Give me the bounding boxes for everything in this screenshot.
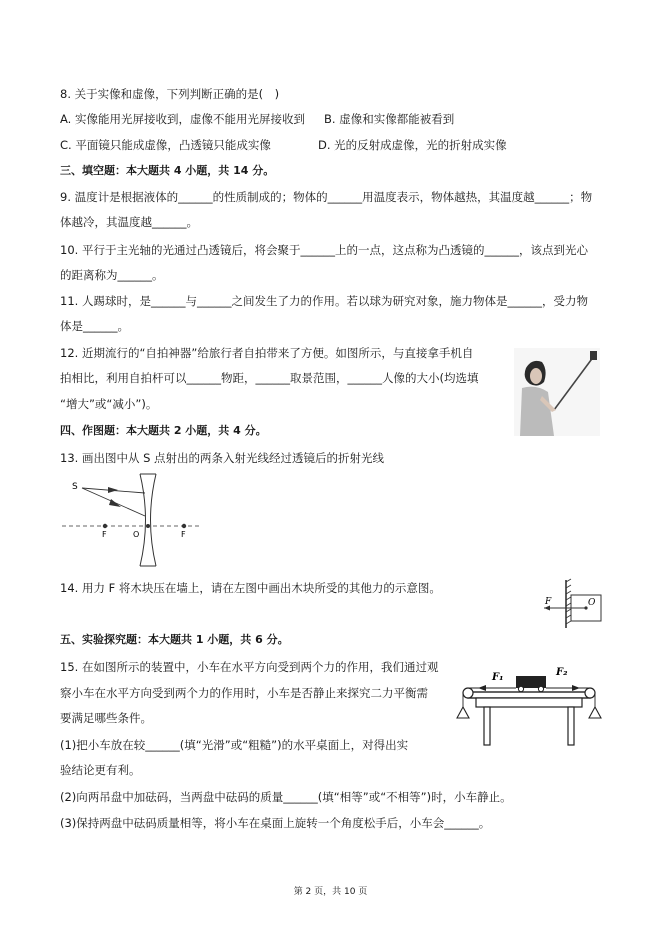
lens-right-surface	[151, 474, 157, 566]
two-force-balance-apparatus	[456, 660, 602, 748]
block-wall-diagram	[540, 578, 606, 630]
q15-line-4: (1)把小车放在较______(填“光滑”或“粗糙”)的水平桌面上，对得出实	[60, 738, 409, 752]
q10-line-1: 10. 平行于主光轴的光通过凸透镜后，将会聚于______上的一点，这点称为凸透镜的______，该点到光心	[60, 243, 588, 257]
tabletop	[468, 692, 590, 698]
q15-line-7: (3)保持两盘中砝码质量相等，将小车在桌面上旋转一个角度松手后，小车会______。	[60, 816, 491, 830]
q13-stem: 13. 画出图中从 S 点射出的两条入射光线经过透镜后的折射光线	[60, 451, 385, 465]
right-weight-pan	[589, 707, 601, 718]
label-f-right: F	[181, 530, 186, 539]
q12-line-1: 12. 近期流行的“自拍神器”给旅行者自拍带来了方便。如图所示，与直接拿手机自	[60, 346, 474, 360]
label-o: O	[133, 530, 140, 539]
label-force-f: F	[545, 597, 552, 607]
label-f2: F₂	[556, 667, 568, 678]
label-s: S	[72, 482, 78, 492]
q15-line-5: 验结论更有利。	[60, 763, 141, 777]
q8-stem: 8. 关于实像和虚像，下列判断正确的是( )	[60, 87, 280, 101]
q15-line-6: (2)向两吊盘中加砝码，当两盘中砝码的质量______(填“相等”或“不相等”)时，小车静止。	[60, 790, 512, 804]
q15-line-3: 要满足哪些条件。	[60, 711, 152, 725]
q9-line-2: 体越冷，其温度越______。	[60, 215, 198, 229]
section-5-heading: 五、实验探究题：本大题共 1 小题，共 6 分。	[60, 633, 289, 646]
q15-line-2: 察小车在水平方向受到两个力的作用时，小车是否静止来探究二力平衡需	[60, 686, 428, 700]
right-pulley	[585, 688, 595, 698]
q12-line-2: 拍相比，利用自拍杆可以______物距，______取景范围，______人像的大小(均选填	[60, 371, 479, 385]
q9-line-1: 9. 温度计是根据液体的______的性质制成的；物体的______用温度表示，物体越热，其温度越______；物	[60, 190, 593, 204]
q12-line-3: “增大”或“减小”)。	[60, 397, 158, 411]
q8-option-b: B. 虚像和实像都能被看到	[324, 112, 455, 126]
q11-line-1: 11. 人踢球时，是______与______之间发生了力的作用。若以球为研究对象，施力物体是______，受力物	[60, 294, 588, 308]
section-3-heading: 三、填空题：本大题共 4 小题，共 14 分。	[60, 164, 275, 177]
q15-line-1: 15. 在如图所示的装置中，小车在水平方向受到两个力的作用，我们通过观	[60, 660, 439, 674]
section-4-heading: 四、作图题：本大题共 2 小题，共 4 分。	[60, 424, 267, 437]
q11-line-2: 体是______。	[60, 319, 129, 333]
label-point-o: O	[588, 598, 596, 608]
left-weight-pan	[457, 707, 469, 718]
page-footer: 第 2 页，共 10 页	[293, 887, 368, 897]
q8-option-d: D. 光的反射成虚像，光的折射成实像	[318, 138, 507, 152]
lens-diagram	[60, 472, 208, 570]
label-f1: F₁	[492, 672, 504, 683]
label-f-left: F	[102, 530, 107, 539]
q8-option-c: C. 平面镜只能成虚像，凸透镜只能成实像	[60, 138, 271, 152]
q14-stem: 14. 用力 F 将木块压在墙上，请在左图中画出木块所受的其他力的示意图。	[60, 581, 441, 595]
selfie-stick-figure	[514, 348, 600, 436]
lens-left-surface	[140, 474, 146, 566]
q10-line-2: 的距离称为______。	[60, 268, 164, 282]
q8-option-a: A. 实像能用光屏接收到，虚像不能用光屏接收到	[60, 112, 305, 126]
left-pulley	[463, 688, 473, 698]
